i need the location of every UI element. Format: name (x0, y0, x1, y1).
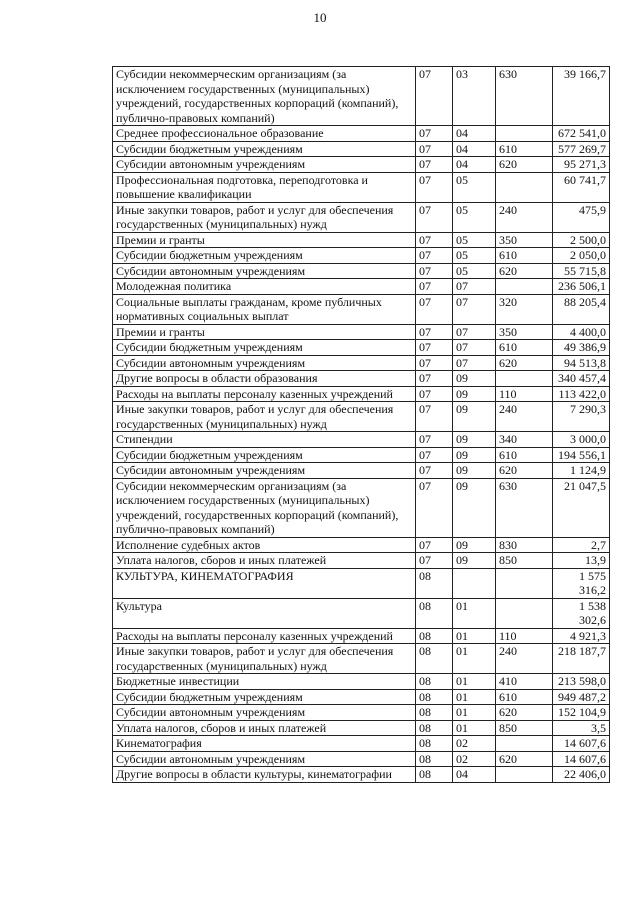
table-row (113, 767, 610, 783)
row-expense-type-cell: 610 (496, 340, 553, 356)
table-row (113, 386, 610, 402)
row-subsection-cell: 09 (453, 463, 496, 479)
row-section-cell: 08 (416, 674, 453, 690)
row-expense-type-cell: 830 (496, 537, 553, 553)
row-amount-cell: 672 541,0 (553, 126, 610, 142)
row-subsection-cell: 09 (453, 386, 496, 402)
row-expense-type-cell: 610 (496, 141, 553, 157)
row-amount-cell: 1 575 316,2 (553, 568, 610, 598)
table-row (113, 568, 610, 598)
table-row (113, 324, 610, 340)
row-expense-type-cell: 350 (496, 324, 553, 340)
row-section-cell: 07 (416, 141, 453, 157)
row-section-cell: 07 (416, 340, 453, 356)
row-section-cell: 07 (416, 447, 453, 463)
row-name-cell: Кинематография (113, 736, 416, 752)
row-amount-cell: 7 290,3 (553, 402, 610, 432)
row-subsection-cell: 02 (453, 751, 496, 767)
row-expense-type-cell: 630 (496, 67, 553, 126)
row-expense-type-cell: 240 (496, 644, 553, 674)
row-subsection-cell: 05 (453, 248, 496, 264)
row-subsection-cell: 04 (453, 141, 496, 157)
row-name-cell: Стипендии (113, 432, 416, 448)
row-name-cell: Уплата налогов, сборов и иных платежей (113, 720, 416, 736)
row-subsection-cell: 02 (453, 736, 496, 752)
row-name-cell: Премии и гранты (113, 324, 416, 340)
row-subsection-cell (453, 568, 496, 598)
table-row (113, 157, 610, 173)
row-amount-cell: 3 000,0 (553, 432, 610, 448)
row-subsection-cell: 05 (453, 263, 496, 279)
row-expense-type-cell: 620 (496, 157, 553, 173)
row-section-cell: 07 (416, 248, 453, 264)
row-name-cell: Субсидии автономным учреждениям (113, 751, 416, 767)
row-subsection-cell: 05 (453, 172, 496, 202)
row-amount-cell: 2 500,0 (553, 232, 610, 248)
row-section-cell: 08 (416, 689, 453, 705)
row-amount-cell: 21 047,5 (553, 478, 610, 537)
table-row (113, 126, 610, 142)
table-row (113, 628, 610, 644)
row-section-cell: 07 (416, 371, 453, 387)
row-section-cell: 08 (416, 720, 453, 736)
row-name-cell: Иные закупки товаров, работ и услуг для обеспечения государственных (муниципальных) нужд (113, 202, 416, 232)
row-section-cell: 07 (416, 263, 453, 279)
row-section-cell: 07 (416, 232, 453, 248)
row-name-cell: Уплата налогов, сборов и иных платежей (113, 553, 416, 569)
table-row (113, 294, 610, 324)
row-section-cell: 07 (416, 478, 453, 537)
row-section-cell: 08 (416, 598, 453, 628)
row-amount-cell: 60 741,7 (553, 172, 610, 202)
row-name-cell: Субсидии бюджетным учреждениям (113, 248, 416, 264)
table-row (113, 432, 610, 448)
row-subsection-cell: 04 (453, 767, 496, 783)
row-amount-cell: 113 422,0 (553, 386, 610, 402)
row-expense-type-cell: 240 (496, 202, 553, 232)
row-section-cell: 07 (416, 432, 453, 448)
row-section-cell: 07 (416, 386, 453, 402)
row-amount-cell: 152 104,9 (553, 705, 610, 721)
row-name-cell: Бюджетные инвестиции (113, 674, 416, 690)
row-expense-type-cell: 340 (496, 432, 553, 448)
row-expense-type-cell: 630 (496, 478, 553, 537)
row-section-cell: 07 (416, 126, 453, 142)
row-expense-type-cell: 610 (496, 447, 553, 463)
row-subsection-cell: 07 (453, 340, 496, 356)
row-subsection-cell: 09 (453, 537, 496, 553)
row-subsection-cell: 03 (453, 67, 496, 126)
row-subsection-cell: 04 (453, 126, 496, 142)
row-section-cell: 07 (416, 355, 453, 371)
row-subsection-cell: 09 (453, 432, 496, 448)
row-subsection-cell: 01 (453, 644, 496, 674)
row-section-cell: 08 (416, 767, 453, 783)
row-subsection-cell: 01 (453, 689, 496, 705)
row-amount-cell: 39 166,7 (553, 67, 610, 126)
row-section-cell: 07 (416, 279, 453, 295)
row-subsection-cell: 01 (453, 720, 496, 736)
row-name-cell: Социальные выплаты гражданам, кроме публичных нормативных социальных выплат (113, 294, 416, 324)
row-amount-cell: 340 457,4 (553, 371, 610, 387)
row-name-cell: Расходы на выплаты персоналу казенных учреждений (113, 386, 416, 402)
row-section-cell: 07 (416, 294, 453, 324)
row-name-cell: Премии и гранты (113, 232, 416, 248)
row-name-cell: Профессиональная подготовка, переподготовка и повышение квалификации (113, 172, 416, 202)
row-amount-cell: 2 050,0 (553, 248, 610, 264)
row-expense-type-cell (496, 736, 553, 752)
row-section-cell: 08 (416, 705, 453, 721)
row-expense-type-cell: 620 (496, 263, 553, 279)
row-expense-type-cell: 610 (496, 689, 553, 705)
page-number: 10 (313, 10, 327, 25)
row-subsection-cell: 07 (453, 324, 496, 340)
row-amount-cell: 2,7 (553, 537, 610, 553)
row-expense-type-cell (496, 172, 553, 202)
row-expense-type-cell (496, 279, 553, 295)
table-row (113, 705, 610, 721)
row-amount-cell: 95 271,3 (553, 157, 610, 173)
row-name-cell: Субсидии бюджетным учреждениям (113, 447, 416, 463)
row-amount-cell: 55 715,8 (553, 263, 610, 279)
row-expense-type-cell: 850 (496, 720, 553, 736)
row-expense-type-cell: 610 (496, 248, 553, 264)
row-amount-cell: 4 921,3 (553, 628, 610, 644)
row-name-cell: Субсидии некоммерческим организациям (за исключением государственных (муниципальных) учреждений, государственных корпораций (компаний), публично-правовых компаний) (113, 478, 416, 537)
row-subsection-cell: 01 (453, 598, 496, 628)
row-section-cell: 07 (416, 402, 453, 432)
row-subsection-cell: 07 (453, 355, 496, 371)
row-name-cell: Другие вопросы в области культуры, кинематографии (113, 767, 416, 783)
row-subsection-cell: 09 (453, 447, 496, 463)
row-section-cell: 07 (416, 157, 453, 173)
row-subsection-cell: 07 (453, 294, 496, 324)
row-name-cell: Субсидии автономным учреждениям (113, 157, 416, 173)
budget-table (112, 66, 610, 783)
table-row (113, 248, 610, 264)
row-subsection-cell: 05 (453, 202, 496, 232)
row-section-cell: 07 (416, 67, 453, 126)
row-name-cell: Другие вопросы в области образования (113, 371, 416, 387)
row-name-cell: Субсидии автономным учреждениям (113, 355, 416, 371)
row-name-cell: Субсидии автономным учреждениям (113, 705, 416, 721)
row-subsection-cell: 09 (453, 553, 496, 569)
row-name-cell: Культура (113, 598, 416, 628)
row-amount-cell: 1 538 302,6 (553, 598, 610, 628)
row-amount-cell: 236 506,1 (553, 279, 610, 295)
row-expense-type-cell: 240 (496, 402, 553, 432)
row-expense-type-cell: 620 (496, 751, 553, 767)
row-amount-cell: 14 607,6 (553, 736, 610, 752)
row-name-cell: Субсидии автономным учреждениям (113, 263, 416, 279)
row-expense-type-cell: 320 (496, 294, 553, 324)
row-subsection-cell: 01 (453, 674, 496, 690)
row-subsection-cell: 01 (453, 705, 496, 721)
row-section-cell: 07 (416, 172, 453, 202)
row-amount-cell: 475,9 (553, 202, 610, 232)
row-name-cell: Субсидии автономным учреждениям (113, 463, 416, 479)
row-amount-cell: 218 187,7 (553, 644, 610, 674)
row-section-cell: 08 (416, 644, 453, 674)
row-section-cell: 07 (416, 463, 453, 479)
row-name-cell: Исполнение судебных актов (113, 537, 416, 553)
row-name-cell: Субсидии бюджетным учреждениям (113, 689, 416, 705)
row-expense-type-cell (496, 371, 553, 387)
table-row (113, 644, 610, 674)
row-amount-cell: 577 269,7 (553, 141, 610, 157)
row-expense-type-cell: 850 (496, 553, 553, 569)
row-section-cell: 08 (416, 628, 453, 644)
table-row (113, 553, 610, 569)
table-row (113, 598, 610, 628)
table-row (113, 736, 610, 752)
row-subsection-cell: 05 (453, 232, 496, 248)
row-name-cell: Молодежная политика (113, 279, 416, 295)
row-amount-cell: 4 400,0 (553, 324, 610, 340)
row-section-cell: 07 (416, 537, 453, 553)
table-row (113, 355, 610, 371)
table-row (113, 478, 610, 537)
row-amount-cell: 1 124,9 (553, 463, 610, 479)
row-expense-type-cell: 350 (496, 232, 553, 248)
table-row (113, 402, 610, 432)
row-name-cell: Иные закупки товаров, работ и услуг для обеспечения государственных (муниципальных) нужд (113, 644, 416, 674)
table-row (113, 371, 610, 387)
row-expense-type-cell (496, 598, 553, 628)
row-name-cell: Среднее профессиональное образование (113, 126, 416, 142)
table-row (113, 720, 610, 736)
table-row (113, 67, 610, 126)
row-name-cell: Расходы на выплаты персоналу казенных учреждений (113, 628, 416, 644)
row-subsection-cell: 04 (453, 157, 496, 173)
row-name-cell: Иные закупки товаров, работ и услуг для обеспечения государственных (муниципальных) нужд (113, 402, 416, 432)
table-row (113, 674, 610, 690)
row-expense-type-cell (496, 126, 553, 142)
budget-table-body (113, 67, 610, 783)
row-subsection-cell: 09 (453, 402, 496, 432)
table-row (113, 263, 610, 279)
row-amount-cell: 13,9 (553, 553, 610, 569)
row-amount-cell: 3,5 (553, 720, 610, 736)
row-expense-type-cell: 620 (496, 355, 553, 371)
table-row (113, 279, 610, 295)
row-amount-cell: 94 513,8 (553, 355, 610, 371)
table-row (113, 232, 610, 248)
row-expense-type-cell (496, 767, 553, 783)
row-name-cell: Субсидии некоммерческим организациям (за исключением государственных (муниципальных) учреждений, государственных корпораций (компаний), публично-правовых компаний) (113, 67, 416, 126)
row-subsection-cell: 07 (453, 279, 496, 295)
row-name-cell: Субсидии бюджетным учреждениям (113, 141, 416, 157)
row-expense-type-cell: 410 (496, 674, 553, 690)
row-expense-type-cell (496, 568, 553, 598)
row-expense-type-cell: 620 (496, 705, 553, 721)
row-section-cell: 07 (416, 553, 453, 569)
row-name-cell: КУЛЬТУРА, КИНЕМАТОГРАФИЯ (113, 568, 416, 598)
row-expense-type-cell: 110 (496, 386, 553, 402)
row-amount-cell: 49 386,9 (553, 340, 610, 356)
table-row (113, 447, 610, 463)
row-expense-type-cell: 620 (496, 463, 553, 479)
row-name-cell: Субсидии бюджетным учреждениям (113, 340, 416, 356)
row-amount-cell: 949 487,2 (553, 689, 610, 705)
table-row (113, 340, 610, 356)
row-expense-type-cell: 110 (496, 628, 553, 644)
row-amount-cell: 88 205,4 (553, 294, 610, 324)
row-section-cell: 07 (416, 202, 453, 232)
table-row (113, 463, 610, 479)
table-row (113, 537, 610, 553)
row-amount-cell: 22 406,0 (553, 767, 610, 783)
row-section-cell: 08 (416, 751, 453, 767)
row-amount-cell: 213 598,0 (553, 674, 610, 690)
table-row (113, 172, 610, 202)
table-row (113, 141, 610, 157)
row-amount-cell: 14 607,6 (553, 751, 610, 767)
row-amount-cell: 194 556,1 (553, 447, 610, 463)
row-subsection-cell: 01 (453, 628, 496, 644)
row-subsection-cell: 09 (453, 371, 496, 387)
row-section-cell: 07 (416, 324, 453, 340)
table-row (113, 202, 610, 232)
row-subsection-cell: 09 (453, 478, 496, 537)
row-section-cell: 08 (416, 736, 453, 752)
table-row (113, 751, 610, 767)
table-row (113, 689, 610, 705)
row-section-cell: 08 (416, 568, 453, 598)
